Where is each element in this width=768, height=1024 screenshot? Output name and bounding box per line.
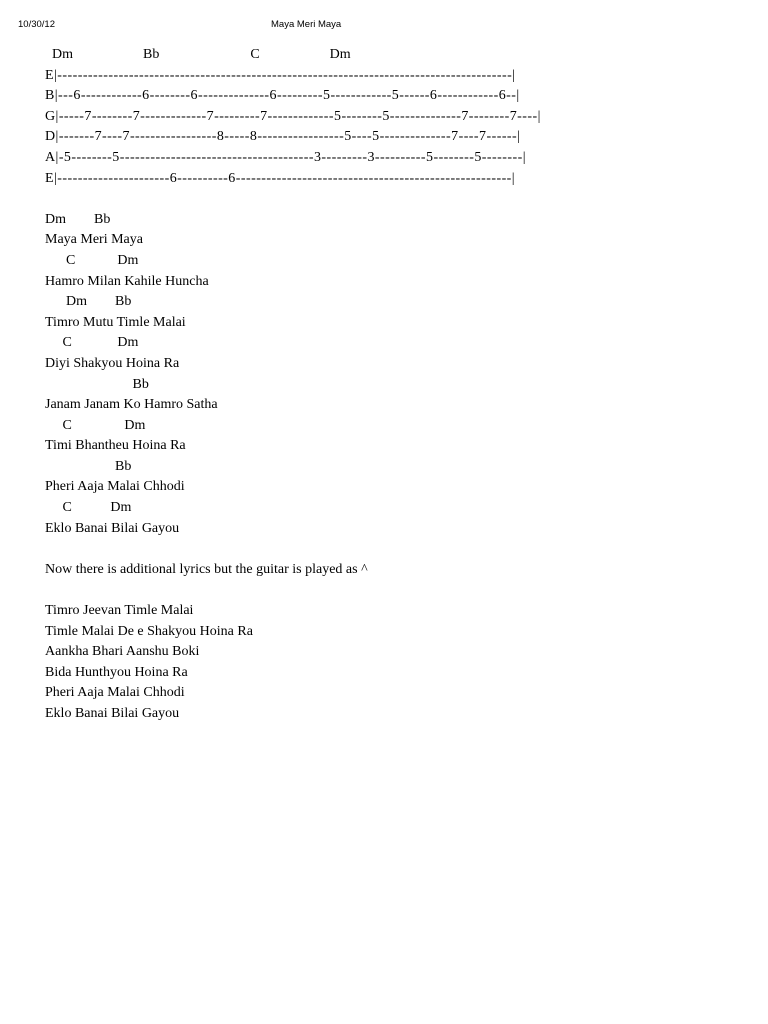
- lyric-line: Aankha Bhari Aanshu Boki: [45, 644, 200, 660]
- chord-line: C Dm: [45, 335, 139, 351]
- print-date: 10/30/12: [18, 19, 55, 30]
- tab-string-a: A|-5--------5--------------------------------------3---------3----------5--------5--------|: [45, 149, 526, 165]
- lyric-line: Eklo Banai Bilai Gayou: [45, 520, 180, 536]
- spacer: [45, 580, 745, 601]
- tab-string-d: D|-------7----7-----------------8-----8-----------------5----5--------------7----7------|: [45, 129, 521, 145]
- lyric-line: Timro Jeevan Timle Malai: [45, 603, 194, 619]
- spacer: [45, 189, 745, 210]
- spacer: [45, 539, 745, 560]
- chord-line: Bb: [45, 458, 132, 474]
- chord-line: C Dm: [45, 252, 139, 268]
- chord-line: C Dm: [45, 500, 132, 516]
- chord-line: Dm Bb: [45, 211, 111, 227]
- additional-lyrics: [45, 601, 745, 725]
- print-header: [0, 17, 768, 33]
- performance-note: Now there is additional lyrics but the guitar is played as ^: [45, 561, 368, 577]
- tab-string-high-e: E|-----------------------------------------------------------------------------------------|: [45, 67, 516, 83]
- tab-string-g: G|-----7--------7-------------7---------7-------------5--------5--------------7--------7----|: [45, 108, 541, 124]
- lyric-line: Maya Meri Maya: [45, 232, 143, 248]
- chord-line: Bb: [45, 376, 149, 392]
- lyric-line: Pheri Aaja Malai Chhodi: [45, 685, 185, 701]
- print-title: Maya Meri Maya: [271, 19, 342, 30]
- lyric-line: Diyi Shakyou Hoina Ra: [45, 355, 180, 371]
- lyric-line: Bida Hunthyou Hoina Ra: [45, 664, 188, 680]
- lyric-line: Janam Janam Ko Hamro Satha: [45, 397, 218, 413]
- lyric-line: Timro Mutu Timle Malai: [45, 314, 186, 330]
- lyric-line: Hamro Milan Kahile Huncha: [45, 273, 209, 289]
- tab-string-low-e: E|----------------------6----------6------------------------------------------------------|: [45, 170, 516, 186]
- lyric-line: Timi Bhantheu Hoina Ra: [45, 438, 186, 454]
- song-sheet: [45, 45, 745, 725]
- chord-line: Dm Bb: [45, 294, 132, 310]
- chord-line: C Dm: [45, 417, 146, 433]
- guitar-tab: [45, 66, 745, 190]
- intro-chords: Dm Bb C Dm: [45, 47, 351, 62]
- lyric-line: Timle Malai De e Shakyou Hoina Ra: [45, 623, 253, 639]
- lyric-line: Eklo Banai Bilai Gayou: [45, 706, 180, 721]
- verse: [45, 210, 745, 540]
- tab-string-b: B|---6------------6--------6--------------6---------5------------5------6------------6--|: [45, 88, 520, 104]
- lyric-line: Pheri Aaja Malai Chhodi: [45, 479, 185, 495]
